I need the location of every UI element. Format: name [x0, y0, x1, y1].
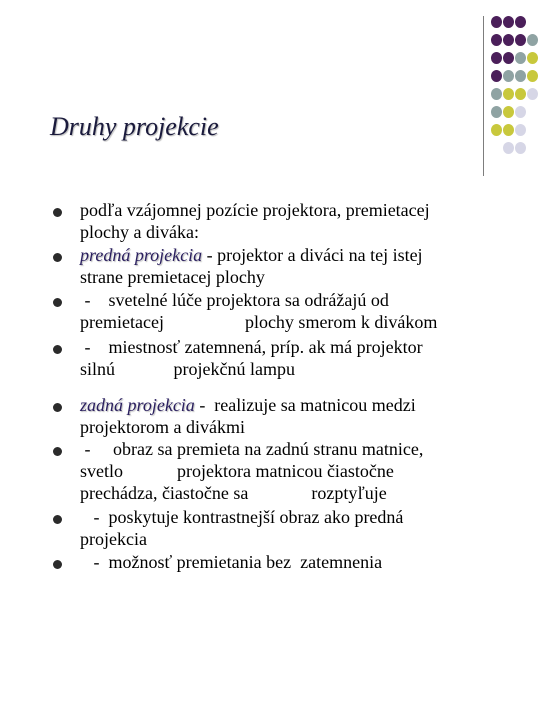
decor-dot — [491, 16, 502, 28]
decor-dot — [515, 34, 526, 46]
decor-dot — [491, 88, 502, 100]
decor-dot — [503, 34, 514, 46]
decor-dot — [503, 16, 514, 28]
decor-dot — [491, 124, 502, 136]
item-text: - poskytuje kontrastnejší obraz ako predná projekcia — [80, 507, 404, 549]
decor-dot — [515, 88, 526, 100]
decor-dot — [503, 88, 514, 100]
decor-dot — [515, 124, 526, 136]
decor-dot — [527, 88, 538, 100]
item-text: - obraz sa premieta na zadnú stranu matnice, svetlo projektora matnicou čiastočne prechádza, čiastočne sa rozptyľuje — [80, 439, 424, 503]
decorative-dot-grid — [0, 0, 553, 180]
decor-dot — [491, 34, 502, 46]
bullet-icon — [53, 515, 62, 524]
decor-dot — [503, 142, 514, 154]
decorative-vertical-line — [483, 16, 484, 176]
decor-dot — [527, 34, 538, 46]
decor-dot — [515, 70, 526, 82]
item-term: zadná projekcia — [80, 395, 195, 415]
slide-title: Druhy projekcie — [50, 112, 219, 141]
bullet-icon — [53, 253, 62, 262]
decor-dot — [491, 52, 502, 64]
item-term: predná projekcia — [80, 245, 203, 265]
item-text: - realizuje sa matnicou medzi projektorom a divákmi — [80, 395, 416, 437]
decor-dot — [503, 52, 514, 64]
bullet-icon — [53, 447, 62, 456]
item-text: - možnosť premietania bez zatemnenia — [80, 552, 383, 572]
bullet-icon — [53, 298, 62, 307]
item-text: - projektor a diváci na tej istej strane premietacej plochy — [80, 245, 423, 287]
decor-dot — [515, 16, 526, 28]
decor-dot — [491, 106, 502, 118]
bullet-icon — [53, 208, 62, 217]
bullet-icon — [53, 560, 62, 569]
decor-dot — [527, 52, 538, 64]
decor-dot — [503, 124, 514, 136]
item-text: - svetelné lúče projektora sa odrážajú od premietacej plochy smerom k divákom — [80, 290, 438, 332]
decor-dot — [503, 106, 514, 118]
item-text: podľa vzájomnej pozície projektora, premietacej plochy a diváka: — [80, 200, 430, 242]
decor-dot — [515, 142, 526, 154]
bullet-icon — [53, 403, 62, 412]
decor-dot — [527, 70, 538, 82]
decor-dot — [491, 70, 502, 82]
item-text: - miestnosť zatemnená, príp. ak má projektor silnú projekčnú lampu — [80, 337, 423, 379]
bullet-icon — [53, 345, 62, 354]
decor-dot — [515, 52, 526, 64]
decor-dot — [515, 106, 526, 118]
decor-dot — [503, 70, 514, 82]
